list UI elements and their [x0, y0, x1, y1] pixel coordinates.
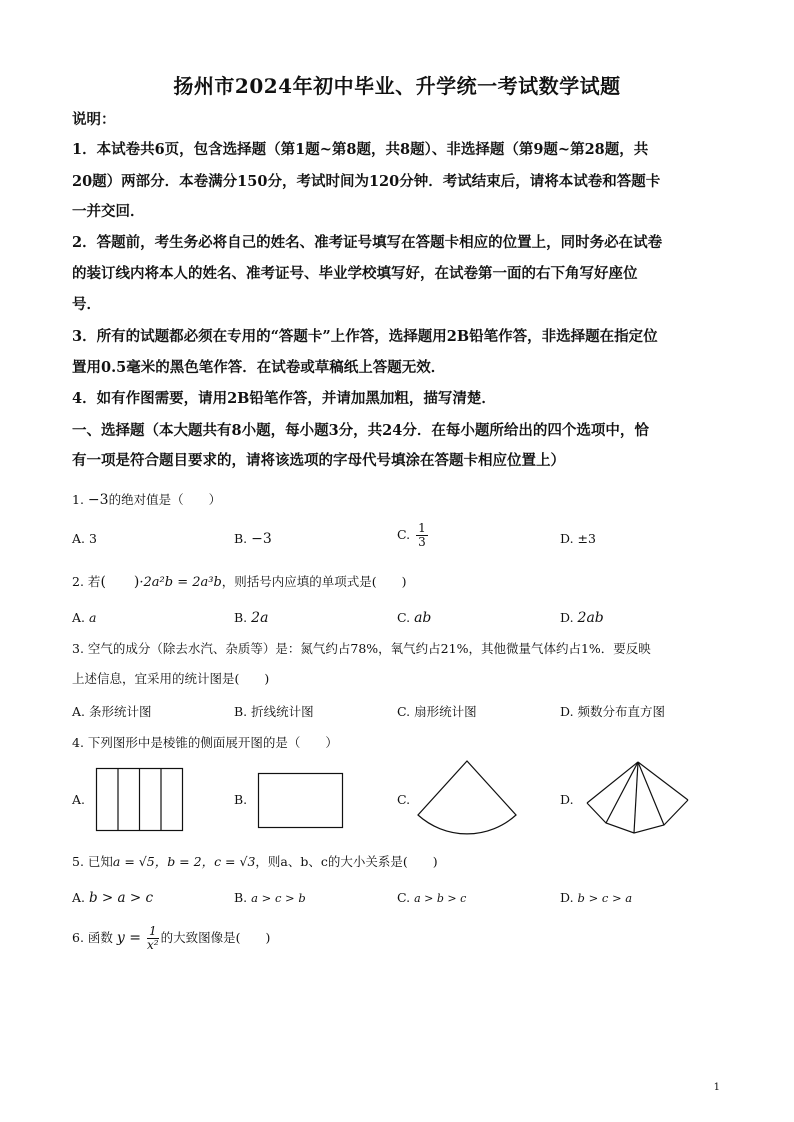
option-d-label[interactable]: D.	[560, 792, 574, 807]
question-2: 2. 若( )·2a²b = 2a³b，则括号内应填的单项式是( )	[72, 574, 407, 590]
option-d[interactable]: D. ±3	[560, 531, 596, 546]
option-d[interactable]: D. 频数分布直方图	[560, 704, 666, 719]
instruction-line: 号．	[72, 296, 101, 313]
page-title: 扬州市2024年初中毕业、升学统一考试数学试题	[173, 74, 621, 98]
section-heading: 一、选择题（本大题共有8小题，每小题3分，共24分．在每小题所给出的四个选项中，恰	[72, 422, 649, 439]
option-c-label[interactable]: C.	[397, 792, 411, 807]
option-c[interactable]: C. a > b > c	[397, 890, 467, 905]
instructions-heading: 说明：	[72, 111, 116, 128]
instruction-line: 20题）两部分．本卷满分150分，考试时间为120分钟．考试结束后，请将本试卷和答题卡	[72, 173, 661, 190]
option-d[interactable]: D. 2ab	[560, 610, 604, 626]
option-c[interactable]: C. ab	[397, 610, 432, 626]
question-3-line: 3. 空气的成分（除去水汽、杂质等）是：氮气约占78%，氧气约占21%，其他微量气体约占1%．要反映	[72, 641, 651, 656]
figure-d-triangle-fan	[580, 760, 692, 836]
question-5: 5. 已知a = √5，b = 2，c = √3，则a、b、c的大小关系是( )	[72, 854, 438, 869]
instruction-line: 的装订线内将本人的姓名、准考证号、毕业学校填写好，在试卷第一面的右下角写好座位	[72, 265, 638, 282]
question-1	[72, 491, 221, 509]
question-3-line: 上述信息，宜采用的统计图是( )	[72, 671, 270, 686]
option-b[interactable]: B. 折线统计图	[234, 704, 314, 719]
fraction: $\frac{1}{3}$	[418, 521, 426, 549]
function-lhs: y =	[116, 930, 141, 946]
option-b[interactable]: B. 2a	[234, 610, 269, 626]
option-b-label[interactable]: B.	[234, 792, 248, 807]
option-c[interactable]: C. $\frac{1}{3}$	[397, 521, 426, 549]
section-heading: 有一项是符合题目要求的，请将该选项的字母代号填涂在答题卡相应位置上）	[72, 452, 565, 469]
instruction-line: 3．所有的试题都必须在专用的“答题卡”上作答，选择题用2B铅笔作答，非选择题在指定位	[72, 328, 658, 345]
option-a[interactable]: A. a	[72, 610, 97, 625]
instruction-line: 4．如有作图需要，请用2B铅笔作答，并请加黑加粗，描写清楚．	[72, 390, 496, 407]
instruction-line: 一并交回．	[72, 203, 145, 220]
option-b[interactable]: B. −3	[234, 531, 272, 547]
option-a[interactable]: A. 3	[72, 531, 97, 546]
question-number: 1.	[72, 492, 84, 507]
option-c[interactable]: C. 扇形统计图	[397, 704, 477, 719]
question-4: 4. 下列图形中是棱锥的侧面展开图的是（ ）	[72, 735, 338, 750]
fraction: $\frac{1}{\text{x²}}$	[147, 924, 159, 952]
option-d[interactable]: D. b > c > a	[560, 890, 633, 905]
page-number: 1	[713, 1082, 720, 1093]
question-6: 6. 函数 y = $\frac{1}{\text{x²}}$ 的大致图像是( )	[72, 924, 271, 952]
instruction-line: 2．答题前，考生务必将自己的姓名、准考证号填写在答题卡相应的位置上，同时务必在试卷	[72, 234, 663, 251]
question-text: 的绝对值是（ ）	[108, 492, 222, 507]
question-expression: a = √5，b = 2，c = √3	[112, 854, 256, 869]
option-a[interactable]: A. 条形统计图	[72, 704, 152, 719]
figure-c-sector	[414, 760, 520, 842]
instruction-line: 1．本试卷共6页，包含选择题（第1题~第8题，共8题）、非选择题（第9题~第28题，共	[72, 141, 649, 158]
question-expression: −3	[87, 492, 109, 508]
option-b[interactable]: B. a > c > b	[234, 890, 306, 905]
figure-a-rectangles	[96, 768, 184, 832]
option-a[interactable]: A. b > a > c	[72, 890, 154, 906]
question-expression: ·2a²b = 2a³b	[139, 575, 222, 590]
instruction-line: 置用0.5毫米的黑色笔作答．在试卷或草稿纸上答题无效．	[72, 359, 446, 376]
option-a-label[interactable]: A.	[72, 792, 86, 807]
figure-b-rectangle	[258, 773, 344, 829]
answer-blank: ( )	[100, 574, 140, 590]
